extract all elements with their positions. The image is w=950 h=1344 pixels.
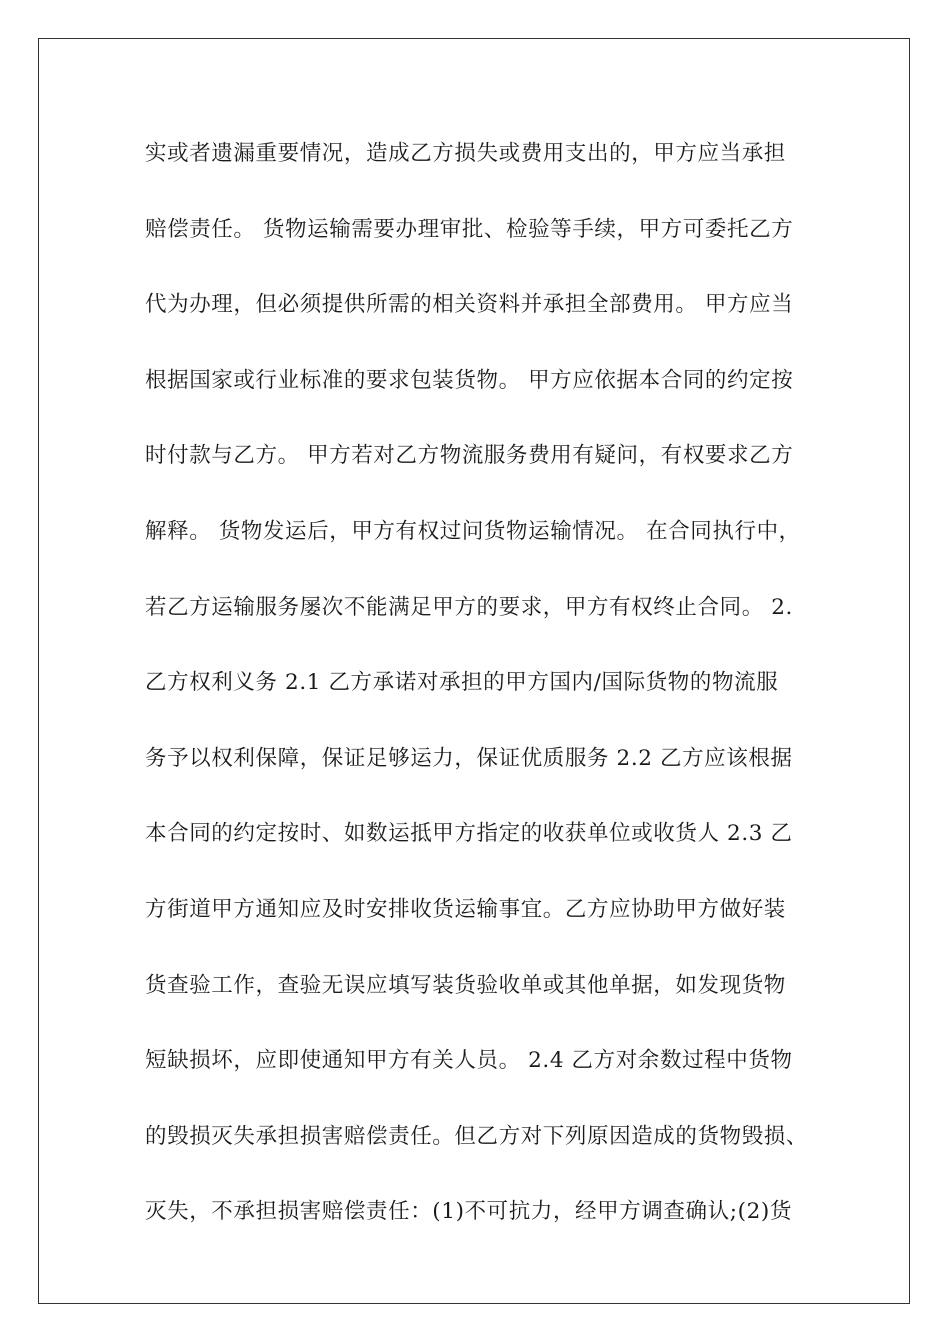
text-line-4: 根据国家或行业标准的要求包装货物。 甲方应依据本合同的约定按 [145, 367, 794, 393]
contract-body-text [145, 126, 825, 1260]
text-line-7: 若乙方运输服务屡次不能满足甲方的要求，甲方有权终止合同。 2. [145, 594, 793, 620]
text-line-5: 时付款与乙方。 甲方若对乙方物流服务费用有疑问，有权要求乙方 [145, 443, 794, 469]
text-line-2: 赔偿责任。 货物运输需要办理审批、检验等手续，甲方可委托乙方 [145, 216, 794, 242]
text-line-13: 短缺损坏，应即使通知甲方有关人员。 2.4 乙方对余数过程中货物 [145, 1048, 793, 1074]
text-line-14: 的毁损灭失承担损害赔偿责任。但乙方对下列原因造成的货物毁损、 [145, 1123, 809, 1149]
text-line-6: 解释。 货物发运后，甲方有权过问货物运输情况。 在合同执行中， [145, 518, 801, 544]
text-line-11: 方街道甲方通知应及时安排收货运输事宜。乙方应协助甲方做好装 [145, 896, 786, 922]
text-line-12: 货查验工作，查验无误应填写装货验收单或其他单据，如发现货物 [145, 972, 786, 998]
text-line-1: 实或者遗漏重要情况，造成乙方损失或费用支出的，甲方应当承担 [145, 141, 786, 166]
text-line-15: 灭失，不承担损害赔偿责任：(1)不可抗力，经甲方调查确认;(2)货 [145, 1199, 792, 1225]
text-line-8: 乙方权利义务 2.1 乙方承诺对承担的甲方国内/国际货物的物流服 [145, 670, 779, 696]
text-line-9: 务予以权利保障，保证足够运力，保证优质服务 2.2 乙方应该根据 [145, 745, 793, 771]
text-line-10: 本合同的约定按时、如数运抵甲方指定的收获单位或收货人 2.3 乙 [145, 821, 793, 847]
text-line-3: 代为办理，但必须提供所需的相关资料并承担全部费用。 甲方应当 [145, 292, 794, 318]
